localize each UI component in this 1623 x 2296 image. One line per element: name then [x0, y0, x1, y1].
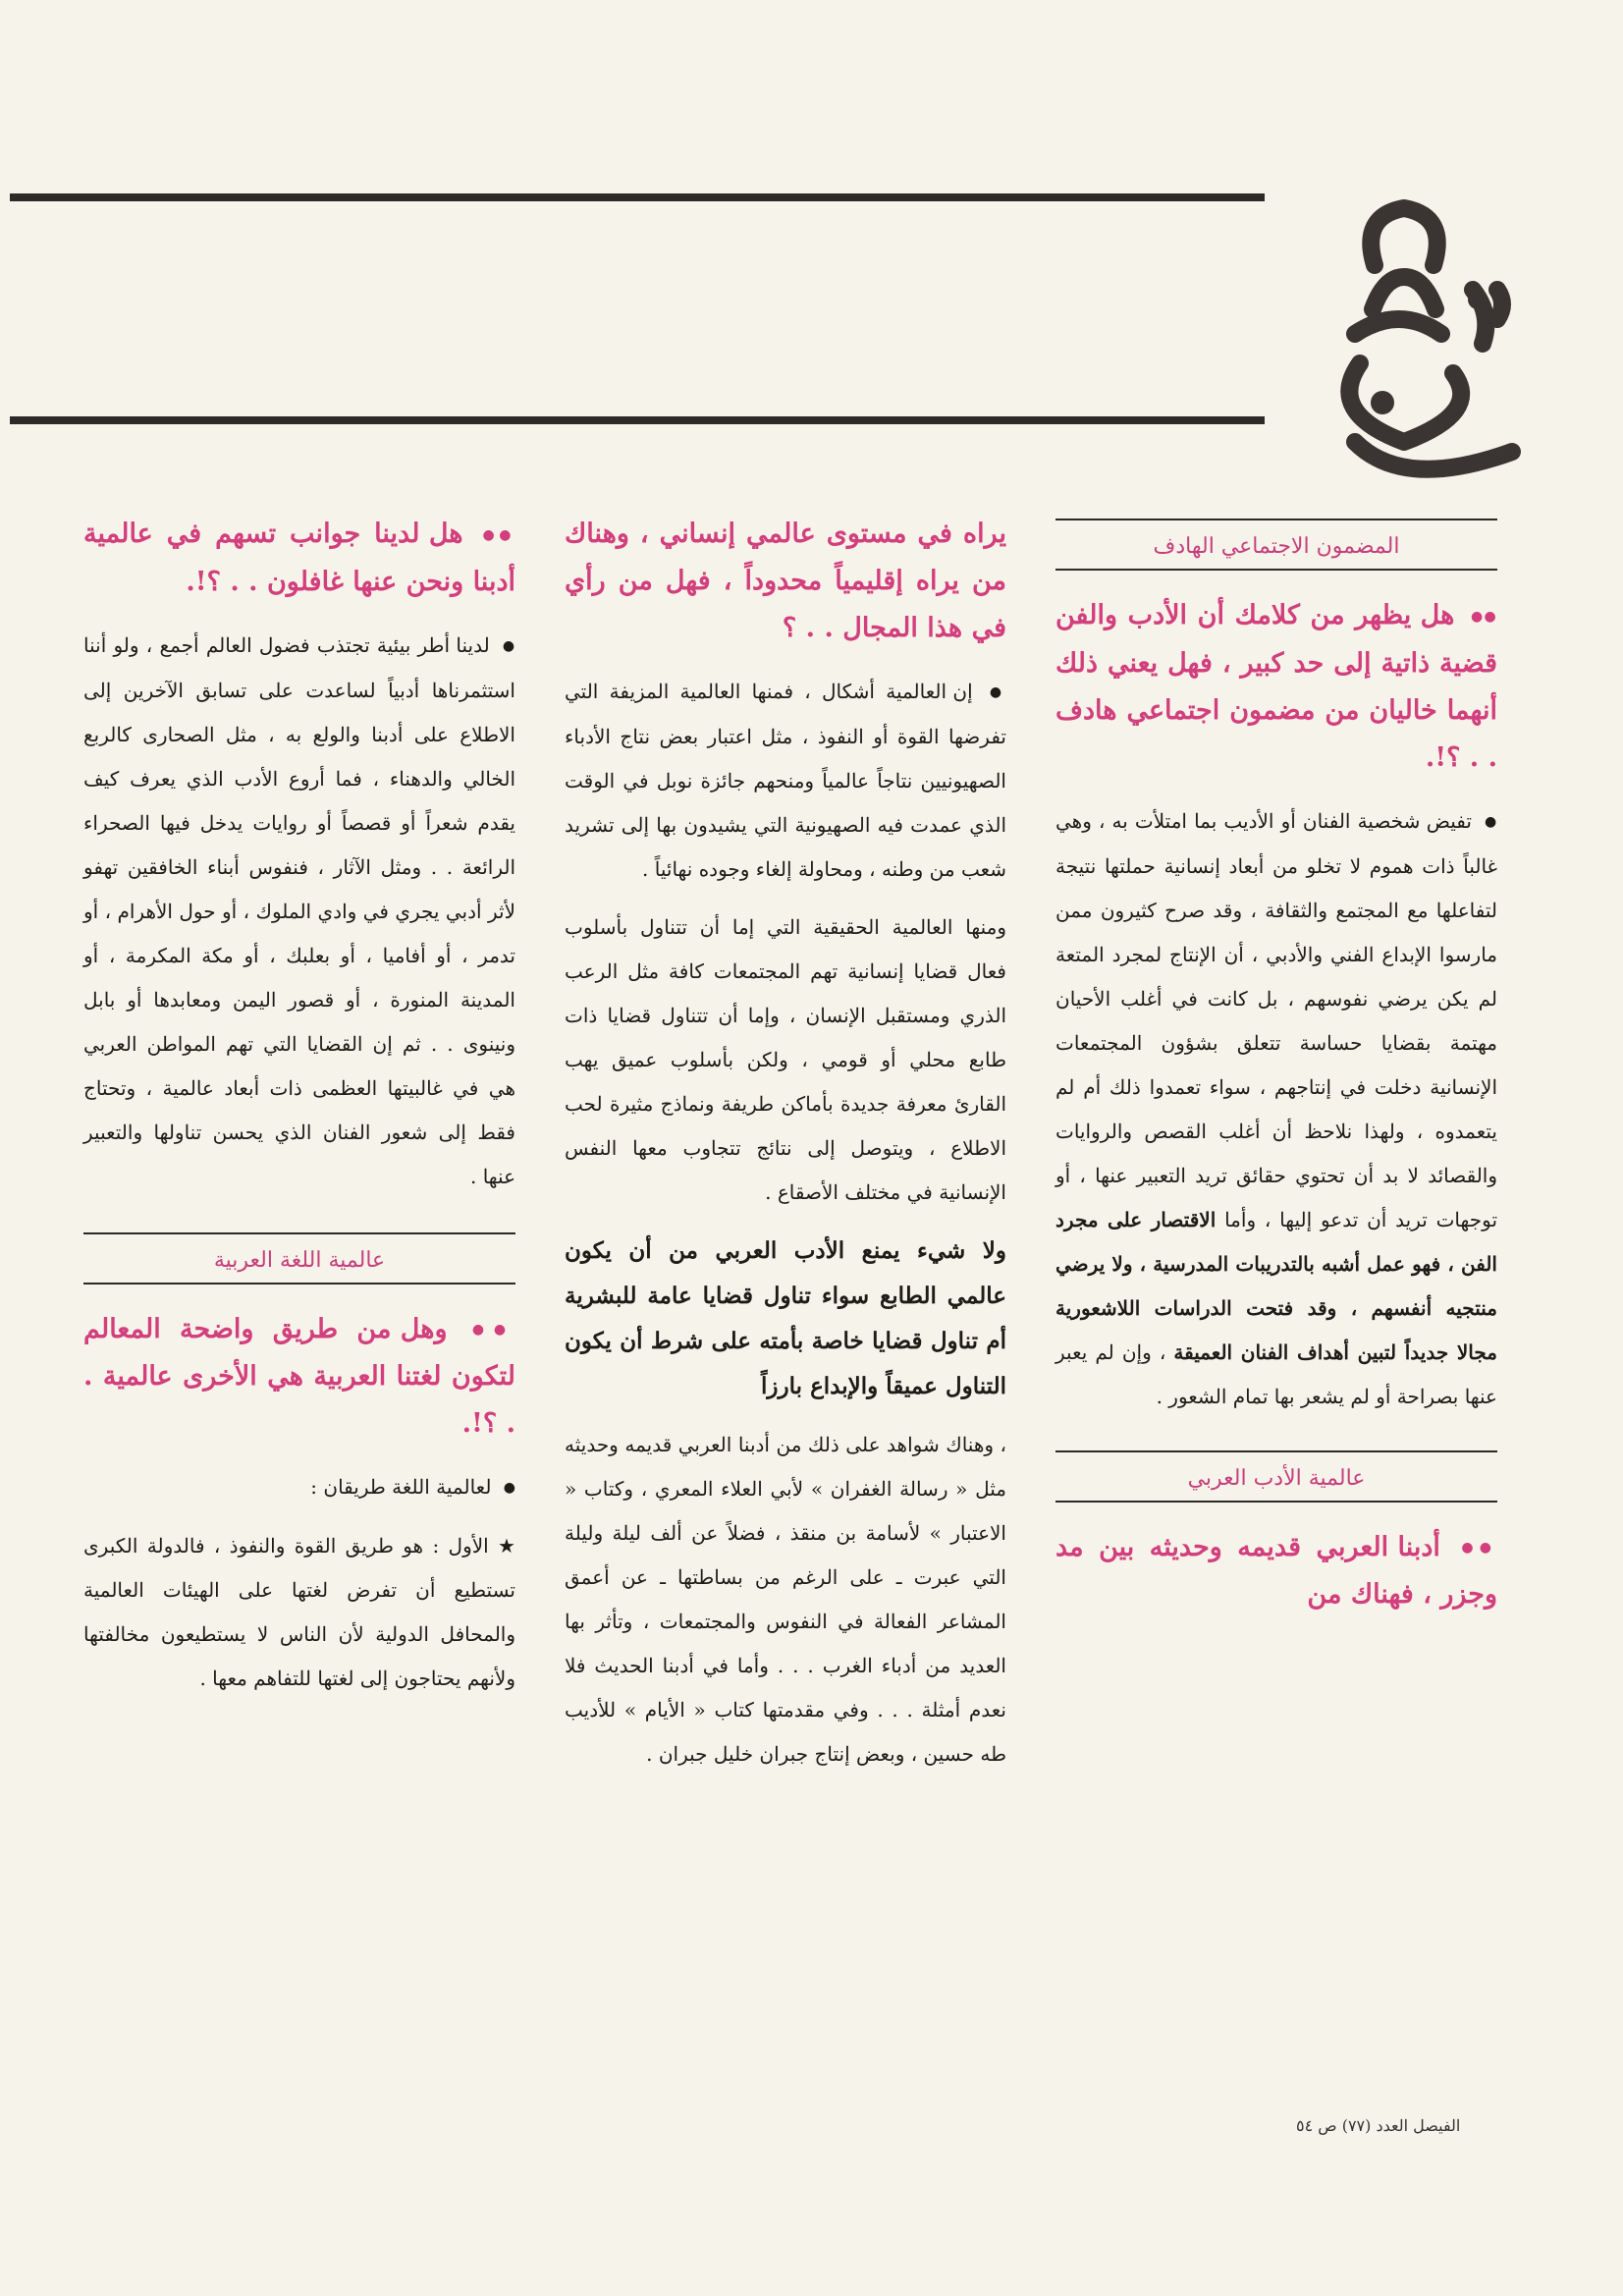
bullet-icon: ● — [1485, 813, 1498, 830]
section-title-arabic-literature: عالمية الأدب العربي — [1055, 1450, 1497, 1503]
middle-rule — [10, 416, 1265, 424]
bullet-icon: ●● — [1471, 608, 1498, 625]
bullet-icon: ● — [503, 1480, 515, 1496]
left-column — [83, 511, 515, 1715]
question-arabic-literature: ●● أدبنا العربي قديمه وحديثه بين مد وجزر ، فهناك من — [1055, 1531, 1497, 1610]
page-footer: الفيصل العدد (٧٧) ص ٥٤ — [1296, 2116, 1461, 2135]
bullet-icon: ● — [502, 637, 516, 654]
section-title-social-content: المضمون الاجتماعي الهادف — [1055, 519, 1497, 571]
answer-paragraph-1: ● إن العالمية أشكال ، فمنها العالمية المزيفة التي تفرضها القوة أو النفوذ ، مثل اعتبار بعض نتاج الأدباء الصهيونيين نتاجاً عالمياً ومنحهم جائزة نوبل في الوقت الذي عمدت فيه الصهيونية التي يشيدون بها إلى تشريد شعب من وطنه ، ومحاولة إلغاء وجوده نهائياً . — [565, 680, 1006, 881]
answer-arabic-language-first: ★ الأول : هو طريق القوة والنفوذ ، فالدولة الكبرى تستطيع أن تفرض لغتها على الهيئات العالمية والمحافل الدولية لأن الناس لا يستطيعون مخالفتها ولأنهم يحتاجون إلى لغتها للتفاهم معها . — [83, 1534, 515, 1690]
section-title-arabic-language: عالمية اللغة العربية — [83, 1232, 515, 1285]
bullet-icon: ●● — [471, 1322, 516, 1338]
answer-paragraph-3: ، وهناك شواهد على ذلك من أدبنا العربي قديمه وحديثه مثل « رسالة الغفران » لأبي العلاء المعري ، وكتاب « الاعتبار » لأسامة بن منقذ ، فضلاً عن ألف ليلة وليلة التي عبرت ـ على الرغم من بساطتها ـ عن أعمق المشاعر الفعالة في النفوس والمجتمعات ، وتأثر بها العديد من أدباء الغرب . . . وأما في أدبنا الحديث فلا نعدم أمثلة . . . وفي مقدمتها كتاب « الأيام » للأديب طه حسين ، وبعض إنتاج جبران خليل جبران . — [565, 1433, 1006, 1766]
question-continued: يراه في مستوى عالمي إنساني ، وهناك من يراه إقليمياً محدوداً ، فهل من رأي في هذا المجال . . ؟ — [565, 519, 1006, 643]
right-column — [1055, 511, 1497, 1636]
answer-paragraph-2: ومنها العالمية الحقيقية التي إما أن تتناول بأسلوب فعال قضايا إنسانية تهم المجتمعات كافة مثل الرعب الذري ومستقبل الإنسان ، وإما أن تتناول قضايا ذات طابع محلي أو قومي ، ولكن بأسلوب عميق يهب القارئ معرفة جديدة بأماكن طريفة ونماذج مثيرة لحب الاطلاع ، ويتوصل إلى نتائج تتجاوب معها النفس الإنسانية في مختلف الأصقاع . — [565, 915, 1006, 1204]
answer-social-content-bold: الاقتصار على مجرد الفن ، فهو عمل أشبه بالتدريبات المدرسية ، ولا يرضي منتجيه أنفسهم ، وقد فتحت الدراسات اللاشعورية مجالا جديداً لتبين أهداف الفنان العميقة — [1055, 1207, 1497, 1364]
top-rule — [10, 193, 1265, 201]
magazine-logo-icon — [1267, 196, 1542, 501]
answer-arabic-language-intro: ● لعالمية اللغة طريقان : — [310, 1475, 515, 1499]
answer-literary-aspects: ● لدينا أطر بيئية تجتذب فضول العالم أجمع ، ولو أننا استثمرناها أدبياً لساعدت على تسابق الآخرين إلى الاطلاع على أدبنا والولع به ، مثل الصحارى كالربع الخالي والدهناء ، فما أروع الأدب الذي يعرف كيف يقدم شعراً أو قصصاً أو روايات يدخل فيها الصحراء الرائعة . . ومثل الآثار ، فنفوس أبناء الخافقين تهفو لأثر أدبي يجري في وادي الملوك ، أو حول الأهرام ، أو تدمر ، أو أفاميا ، أو بعلبك ، أو مكة المكرمة ، أو المدينة المنورة ، أو قصور اليمن ومعابدها أو بابل ونينوى . . ثم إن القضايا التي تهم المواطن العربي هي في غالبيتها العظمى ذات أبعاد عالمية ، وتحتاج فقط إلى شعور الفنان الذي يحسن تناولها والتعبير عنها . — [83, 632, 516, 1188]
middle-column — [565, 511, 1006, 1790]
question-social-content: ●● هل يظهر من كلامك أن الأدب والفن قضية ذاتية إلى حد كبير ، فهل يعني ذلك أنهما خاليان من مضمون اجتماعي هادف . . ؟!. — [1055, 600, 1498, 773]
bullet-icon: ●● — [482, 526, 515, 543]
answer-social-content: ● تفيض شخصية الفنان أو الأديب بما امتلأت به ، وهي غالباً ذات هموم لا تخلو من أبعاد إنسانية حملتها نتيجة لتفاعلها مع المجتمع والثقافة ، وقد صرح كثيرون ممن مارسوا الإبداع الفني والأدبي ، أن الإنتاج لمجرد المتعة لم يكن يرضي نفوسهم ، بل كانت في أغلب الأحيان مهتمة بقضايا حساسة تتعلق بشؤون المجتمعات الإنسانية دخلت في إنتاجهم ، سواء تعمدوا ذلك أم لم يتعمدوه ، ولهذا نلاحظ أن أغلب القصص والروايات والقصائد لا بد أن تحتوي حقائق تريد التعبير عنها ، أو توجهات تريد أن تدعو إليها ، وأما الاقتصار على مجرد الفن ، فهو عمل أشبه بالتدريبات المدرسية ، ولا يرضي منتجيه أنفسهم ، وقد فتحت الدراسات اللاشعورية مجالا جديداً لتبين أهداف الفنان العميقة ، وإن لم يعبر عنها بصراحة أو لم يشعر بها تمام الشعور . — [1055, 808, 1498, 1408]
answer-paragraph-3-bold: ولا شيء يمنع الأدب العربي من أن يكون عالمي الطابع سواء تناول قضايا عامة للبشرية أم تناول قضايا خاصة بأمته على شرط أن يكون التناول عميقاً والإبداع بارزاً — [565, 1237, 1006, 1399]
question-arabic-language: ●● وهل من طريق واضحة المعالم لتكون لغتنا العربية هي الأخرى عالمية . . ؟!. — [83, 1313, 516, 1439]
question-literary-aspects: ●● هل لدينا جوانب تسهم في عالمية أدبنا ونحن عنها غافلون . . ؟!. — [83, 519, 515, 597]
bullet-icon: ● — [989, 684, 1006, 700]
bullet-icon: ●● — [1461, 1540, 1497, 1556]
